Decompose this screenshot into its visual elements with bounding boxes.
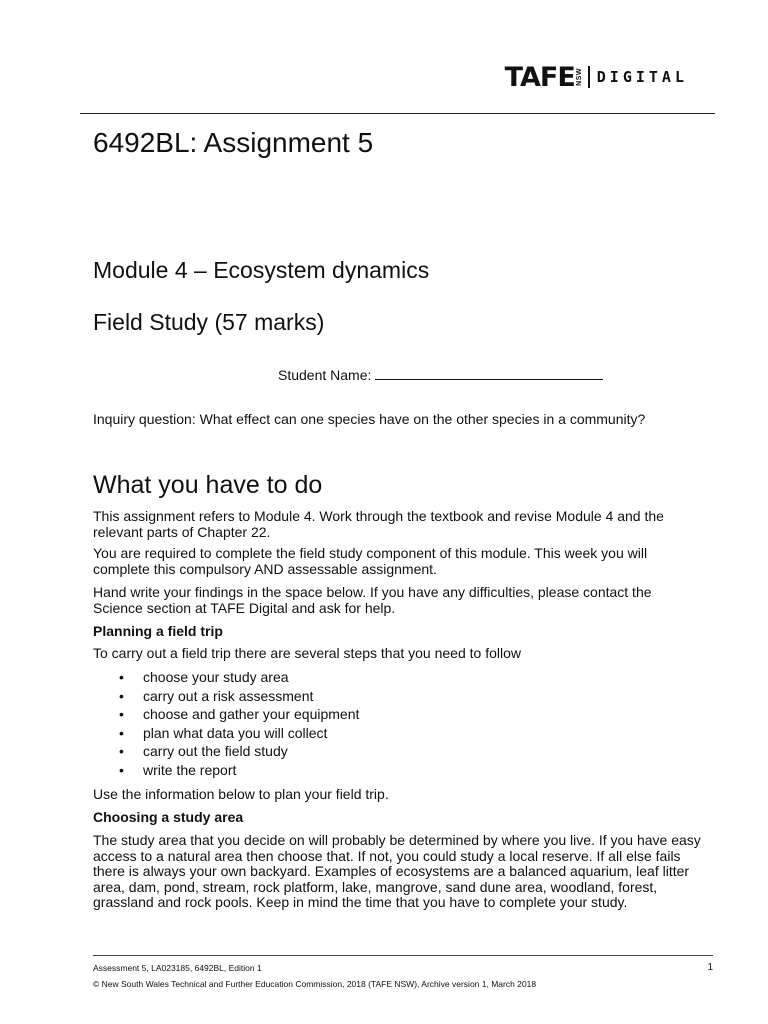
module-title: Module 4 – Ecosystem dynamics — [93, 257, 430, 283]
header-rule — [80, 113, 715, 114]
tafe-digital-logo — [505, 62, 688, 92]
list-item-text: carry out a risk assessment — [143, 687, 314, 704]
paragraph-3: Hand write your findings in the space below. If you have any difficulties, please contact the Science section at TAFE Digital and ask for help. — [93, 584, 652, 616]
choosing-heading: Choosing a study area — [93, 809, 244, 825]
list-item-text: choose your study area — [143, 669, 289, 685]
bullet-icon: • — [119, 761, 124, 778]
paragraph-1: This assignment refers to Module 4. Work through the textbook and revise Module 4 and the relevant parts of Chapter 22. — [93, 508, 664, 540]
logo-tafe-text: TAFE — [504, 61, 575, 93]
inquiry-question: Inquiry question: What effect can one species have on the other species in a community? — [93, 411, 646, 427]
planning-heading: Planning a field trip — [93, 623, 223, 639]
list-item-text: carry out the field study — [143, 743, 288, 760]
list-item-text: write the report — [143, 761, 237, 778]
logo-digital-text: DIGITAL — [596, 67, 688, 86]
list-item — [93, 687, 359, 706]
use-info-text: Use the information below to plan your field trip. — [93, 786, 389, 802]
logo-nsw-text: NSW — [575, 68, 583, 86]
list-item — [93, 705, 359, 724]
bullet-icon: • — [119, 743, 124, 760]
student-name-label: Student Name: — [278, 367, 372, 383]
footer-copyright: © New South Wales Technical and Further Education Commission, 2018 (TAFE NSW), Archive version 1, March 2018 — [93, 979, 537, 989]
list-item — [93, 742, 359, 761]
bullet-icon: • — [119, 706, 124, 723]
section-heading: What you have to do — [93, 471, 323, 499]
bullet-icon: • — [119, 669, 124, 685]
student-name-line — [278, 367, 603, 383]
footer-reference-line — [93, 963, 713, 973]
footer-rule — [93, 955, 713, 956]
bullet-icon: • — [119, 687, 124, 704]
footer-doc-ref: Assessment 5, LA023185, 6492BL, Edition 1 — [93, 963, 262, 973]
list-item — [93, 724, 359, 743]
document-title: 6492BL: Assignment 5 — [93, 127, 374, 158]
student-name-blank — [375, 367, 603, 380]
logo-divider — [588, 66, 590, 88]
list-item — [93, 761, 359, 780]
bullet-icon: • — [119, 724, 124, 741]
planning-intro: To carry out a field trip there are several steps that you need to follow — [93, 645, 522, 661]
field-study-title: Field Study (57 marks) — [93, 309, 325, 335]
list-item-text: choose and gather your equipment — [143, 706, 360, 723]
steps-list — [93, 668, 359, 780]
list-item — [93, 668, 359, 687]
paragraph-2: You are required to complete the field study component of this module. This week you will complete this compulsory AND assessable assignment. — [93, 545, 648, 577]
choosing-paragraph: The study area that you decide on will probably be determined by where you live. If you have easy access to a natural area then choose that. If not, you could study a local reserve. If all else fails there is always your own backyard. Examples of ecosystems are a balanced aquarium, leaf litter area, dam, pond, stream, rock platform, lake, mangrove, sand dune area, woodland, forest, grassland and rock pools. Keep in mind the time that you have to complete your study. — [93, 832, 701, 910]
page-number: 1 — [707, 962, 713, 973]
list-item-text: plan what data you will collect — [143, 724, 328, 741]
